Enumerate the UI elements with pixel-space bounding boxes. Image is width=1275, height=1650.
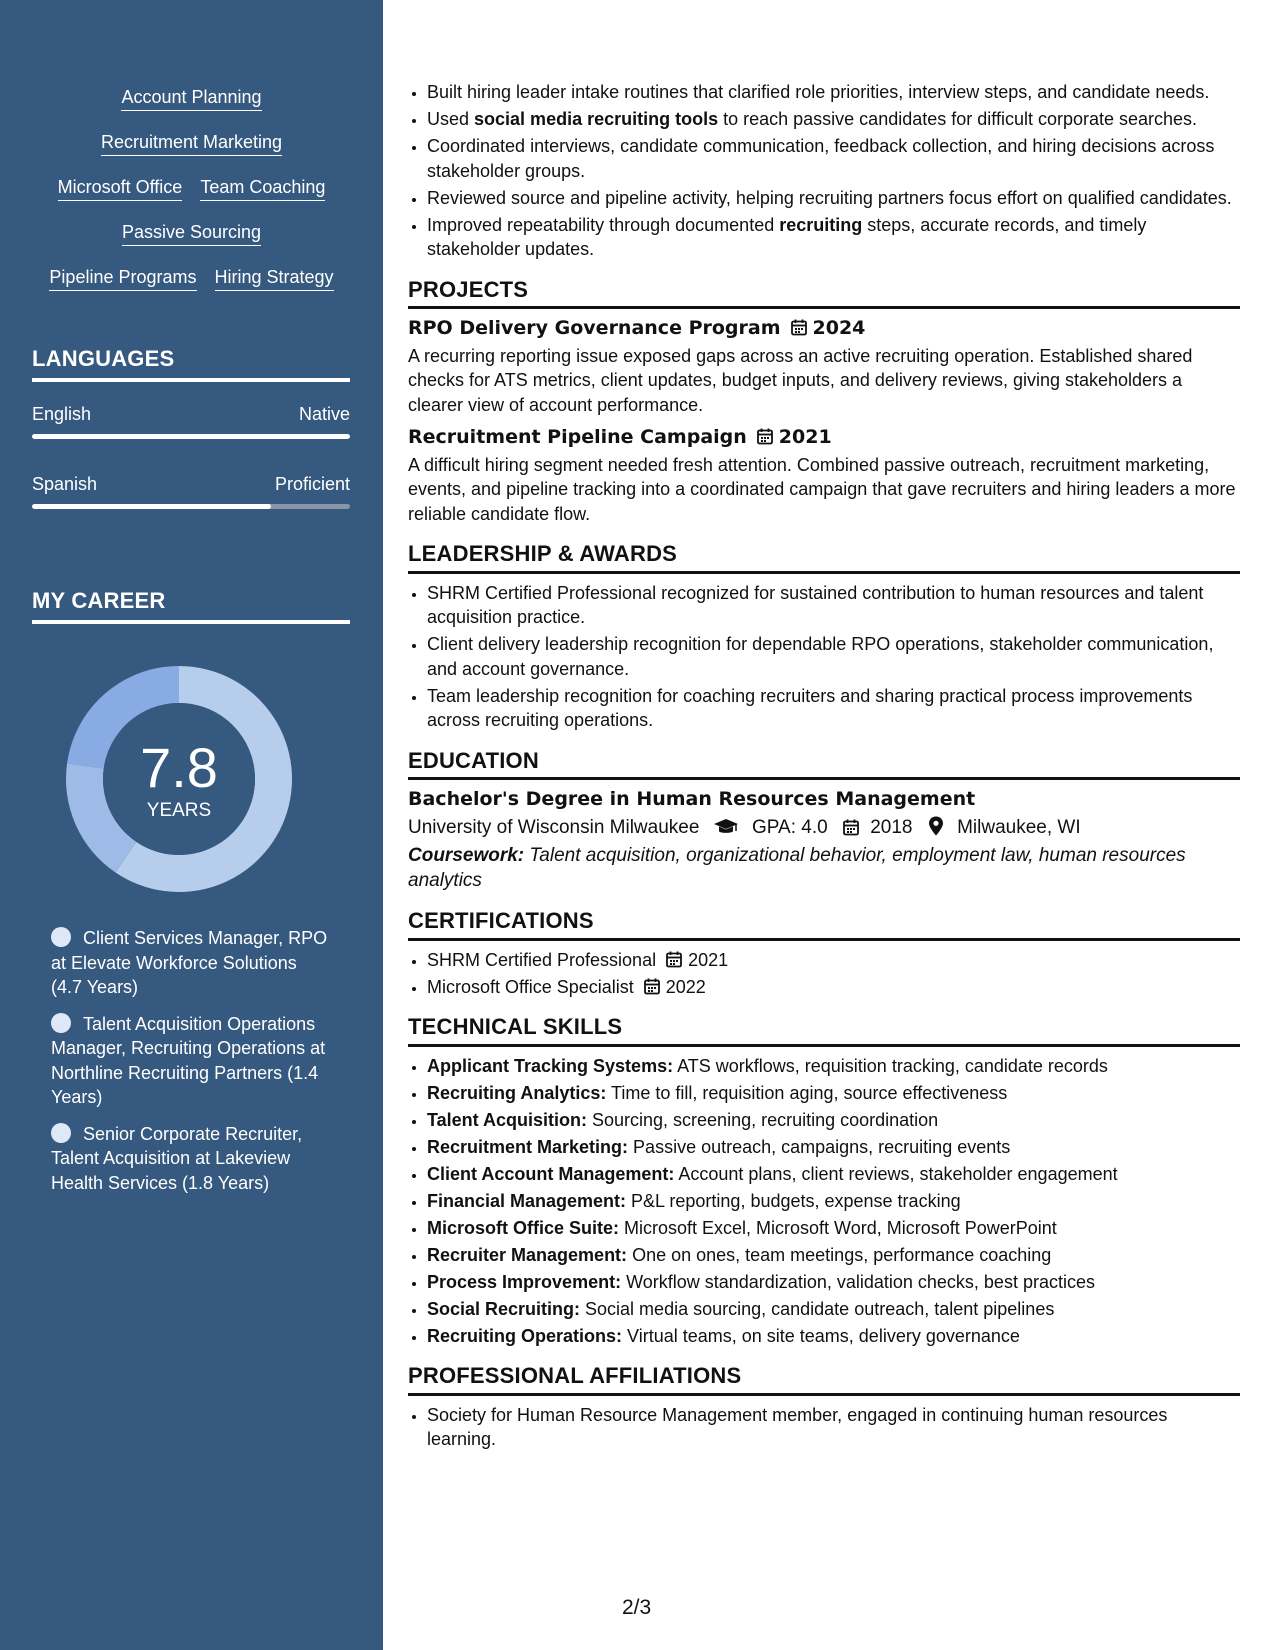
location-pin-icon — [928, 816, 944, 836]
bullet-dot-icon — [51, 1123, 71, 1143]
language-bar-fill — [32, 434, 350, 439]
career-item — [51, 1012, 331, 1110]
skill-tag: Recruitment Marketing — [101, 131, 282, 156]
skill-row — [0, 131, 383, 176]
career-item — [51, 926, 331, 1000]
skill-row — [0, 221, 383, 266]
language-english — [32, 404, 350, 439]
skill-tag: Team Coaching — [200, 176, 325, 201]
donut-center — [66, 666, 292, 892]
calendar-icon — [666, 951, 682, 968]
sidebar — [0, 0, 383, 1650]
list-item: • Used social media recruiting tools to reach passive candidates for difficult corporate searches. — [427, 107, 1240, 132]
list-item: • Recruiter Management: One on ones, team meetings, performance coaching — [427, 1243, 1240, 1268]
education-details — [408, 816, 1240, 841]
list-item: • Client delivery leadership recognition for dependable RPO operations, stakeholder communication, and account governance. — [427, 632, 1240, 681]
language-level: Proficient — [274, 474, 350, 494]
certifications-list — [408, 948, 1240, 1000]
certifications-heading: CERTIFICATIONS — [408, 909, 1240, 941]
list-item: • Recruiting Analytics: Time to fill, requisition aging, source effectiveness — [427, 1081, 1240, 1106]
calendar-icon — [843, 819, 859, 836]
skill-tag: Microsoft Office — [58, 176, 183, 201]
graduation-cap-icon — [713, 818, 739, 836]
list-item: • SHRM Certified Professional recognized for sustained contribution to human resources and talent acquisition practice. — [427, 581, 1240, 630]
degree-title: Bachelor's Degree in Human Resources Management — [408, 788, 976, 810]
awards-heading: LEADERSHIP & AWARDS — [408, 542, 1240, 574]
language-spanish — [32, 474, 350, 509]
language-bar-fill — [32, 504, 271, 509]
bullet-dot-icon — [51, 1013, 71, 1033]
career-item-text: Client Services Manager, RPO at Elevate Workforce Solutions (4.7 Years) — [51, 928, 328, 997]
coursework: Coursework: Talent acquisition, organizational behavior, employment law, human resources analytics — [408, 845, 1186, 891]
project-title: RPO Delivery Governance Program 2024 — [408, 317, 866, 339]
skill-tag: Hiring Strategy — [215, 266, 334, 291]
career-item-text: Senior Corporate Recruiter, Talent Acquisition at Lakeview Health Services (1.8 Years) — [51, 1123, 303, 1193]
list-item: • Applicant Tracking Systems: ATS workflows, requisition tracking, candidate records — [427, 1054, 1240, 1079]
list-item: • Recruiting Operations: Virtual teams, on site teams, delivery governance — [427, 1324, 1240, 1349]
experience-bullets — [408, 80, 1240, 262]
career-heading: MY CAREER — [32, 588, 350, 624]
skill-tag: Pipeline Programs — [49, 266, 196, 291]
awards-list — [408, 581, 1240, 733]
affiliations-list — [408, 1403, 1240, 1452]
list-item: • Client Account Management: Account plans, client reviews, stakeholder engagement — [427, 1162, 1240, 1187]
skill-row — [0, 266, 383, 311]
career-list — [51, 926, 331, 1207]
list-item: • Team leadership recognition for coaching recruiters and sharing practical process improvements across recruiting operations. — [427, 684, 1240, 733]
list-item: • Financial Management: P&L reporting, budgets, expense tracking — [427, 1189, 1240, 1214]
list-item: • Built hiring leader intake routines that clarified role priorities, interview steps, and candidate needs. — [427, 80, 1240, 105]
list-item: • Recruitment Marketing: Passive outreach, campaigns, recruiting events — [427, 1135, 1240, 1160]
skill-tag: Account Planning — [121, 86, 261, 111]
list-item: • Microsoft Office Suite: Microsoft Excel, Microsoft Word, Microsoft PowerPoint — [427, 1216, 1240, 1241]
technical-skills-heading: TECHNICAL SKILLS — [408, 1015, 1240, 1047]
bullet-dot-icon — [51, 927, 71, 947]
skill-tag: Passive Sourcing — [122, 221, 261, 246]
project-description: A recurring reporting issue exposed gaps across an active recruiting operation. Established shared checks for ATS metrics, client updates, budget inputs, and delivery reviews, giving stakeholders a clearer view of account performance. — [408, 345, 1193, 415]
projects-heading: PROJECTS — [408, 278, 1240, 310]
list-item: • Talent Acquisition: Sourcing, screening, recruiting coordination — [427, 1108, 1240, 1133]
career-years-label: YEARS — [146, 800, 212, 821]
language-level: Native — [298, 404, 350, 424]
list-item: • Reviewed source and pipeline activity, helping recruiting partners focus effort on qualified candidates. — [427, 186, 1240, 211]
list-item: • Social Recruiting: Social media sourcing, candidate outreach, talent pipelines — [427, 1297, 1240, 1322]
gpa: GPA: 4.0 — [751, 816, 828, 838]
project-title: Recruitment Pipeline Campaign 2021 — [408, 426, 832, 448]
language-bar — [32, 504, 350, 509]
project-year: 2024 — [812, 317, 866, 339]
list-item: • Society for Human Resource Management member, engaged in continuing human resources learning. — [427, 1403, 1240, 1452]
project-description: A difficult hiring segment needed fresh attention. Combined passive outreach, recruitment marketing, events, and pipeline tracking into a coordinated campaign that gave recruiters and hiring leaders a more reliable candidate flow. — [408, 454, 1236, 524]
education-heading: EDUCATION — [408, 749, 1240, 781]
project-year: 2021 — [778, 426, 832, 448]
list-item: • Coordinated interviews, candidate communication, feedback collection, and hiring decisions across stakeholder groups. — [427, 134, 1240, 183]
graduation-year: 2018 — [870, 816, 913, 838]
languages-heading: LANGUAGES — [32, 346, 350, 382]
list-item: • Microsoft Office Specialist 2022 — [427, 975, 1240, 1000]
language-name: Spanish — [32, 474, 98, 494]
skills-tags — [0, 86, 383, 311]
main-content — [408, 80, 1240, 1454]
language-bar — [32, 434, 350, 439]
list-item: • Improved repeatability through documented recruiting steps, accurate records, and timely stakeholder updates. — [427, 213, 1240, 262]
school-name: University of Wisconsin Milwaukee — [408, 816, 700, 838]
affiliations-heading: PROFESSIONAL AFFILIATIONS — [408, 1364, 1240, 1396]
list-item: • Process Improvement: Workflow standardization, validation checks, best practices — [427, 1270, 1240, 1295]
calendar-icon — [757, 428, 773, 445]
school-location: Milwaukee, WI — [957, 816, 1081, 838]
career-item — [51, 1122, 331, 1196]
career-total-years: 7.8 — [140, 736, 218, 799]
skill-row — [0, 86, 383, 131]
calendar-icon — [644, 978, 660, 995]
career-item-text: Talent Acquisition Operations Manager, Recruiting Operations at Northline Recruiting Partners (1.4 Years) — [51, 1013, 326, 1107]
list-item: • SHRM Certified Professional 2021 — [427, 948, 1240, 973]
calendar-icon — [791, 319, 807, 336]
page-number: 2/3 — [622, 1596, 652, 1619]
skill-row — [0, 176, 383, 221]
technical-skills-list — [408, 1054, 1240, 1349]
language-name: English — [32, 404, 92, 424]
